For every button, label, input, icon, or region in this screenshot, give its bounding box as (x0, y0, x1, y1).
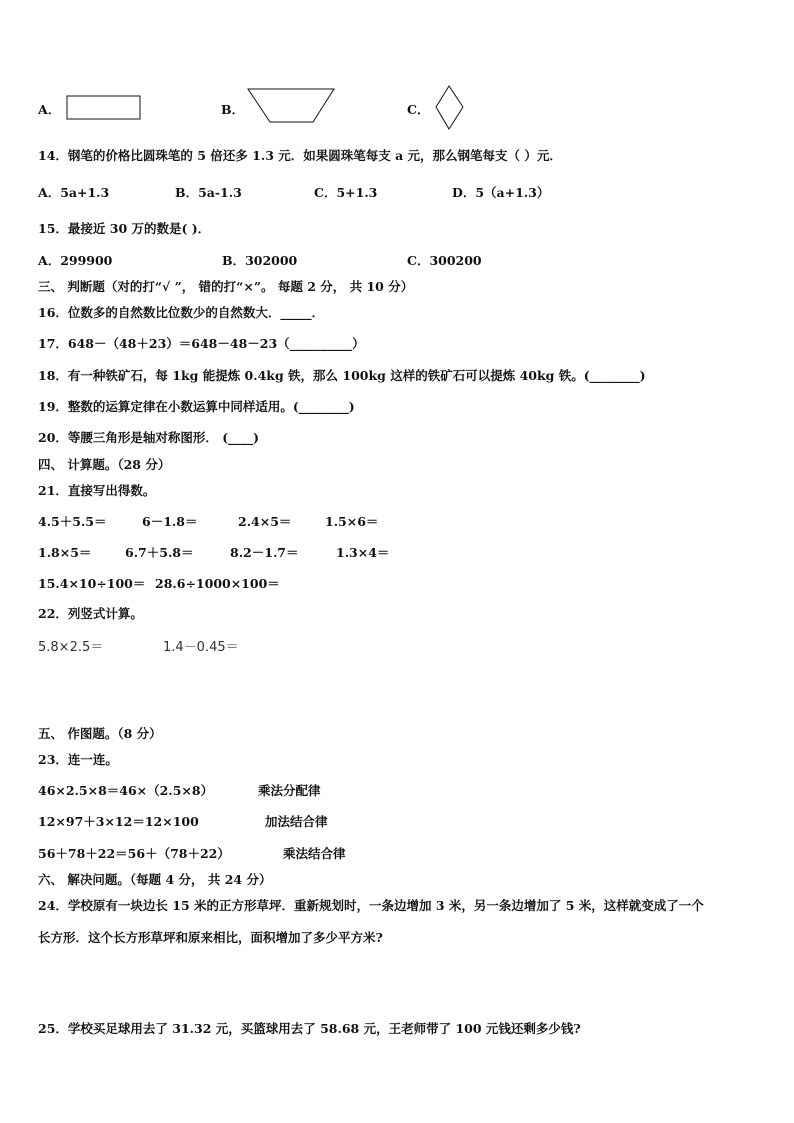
q16: 16．位数多的自然数比位数少的自然数大．_____． (38, 305, 325, 320)
q20: 20．等腰三角形是轴对称图形． (____) (38, 430, 260, 445)
q23-left-item: 12×97＋3×12＝12×100 (38, 814, 199, 829)
q14-option-a: A．5a+1.3 (38, 185, 110, 200)
q22-item: 1.4－0.45＝ (163, 640, 239, 655)
section-4-heading: 四、 计算题。（28 分） (38, 457, 171, 472)
q21-item: 2.4×5＝ (238, 514, 292, 529)
q21-item: 6－1.8＝ (142, 514, 198, 529)
q23-right-item: 乘法结合律 (283, 846, 346, 861)
q21-item: 4.5＋5.5＝ (38, 514, 107, 529)
q18: 18．有一种铁矿石，每 1kg 能提炼 0.4kg 铁，那么 100kg 这样的铁矿石可以提炼 40kg 铁。(________) (38, 368, 646, 383)
section-5-heading: 五、 作图题。（8 分） (38, 726, 162, 741)
q19: 19．整数的运算定律在小数运算中同样适用。(________) (38, 399, 355, 414)
q14-stem: 14．钢笔的价格比圆珠笔的 5 倍还多 1.3 元．如果圆珠笔每支 a 元，那么钢笔每支（ ）元． (38, 148, 562, 163)
q13-option-c-label: C． (407, 102, 430, 117)
rectangle-icon (66, 95, 142, 121)
q21-item: 15.4×10÷100＝ (38, 576, 146, 591)
q21-item: 6.7＋5.8＝ (125, 545, 194, 560)
rhombus-icon (435, 85, 465, 131)
q17: 17．648－（48＋23）＝648－48－23（__________） (38, 336, 365, 351)
q13-option-a-label: A． (38, 102, 61, 117)
q23-left-item: 56＋78＋22＝56＋（78＋22） (38, 846, 230, 861)
q14-option-b: B．5a-1.3 (175, 185, 242, 200)
trapezoid-icon (246, 88, 338, 124)
q21-item: 1.3×4＝ (336, 545, 390, 560)
q23-left-item: 46×2.5×8＝46×（2.5×8） (38, 783, 214, 798)
q14-option-d: D．5（a+1.3） (452, 185, 550, 200)
q21-stem: 21．直接写出得数。 (38, 483, 156, 498)
q15-option-b: B．302000 (222, 253, 298, 268)
q15-option-c: C．300200 (407, 253, 482, 268)
q14-option-c: C．5+1.3 (314, 185, 378, 200)
q23-right-item: 乘法分配律 (258, 783, 321, 798)
q23-stem: 23．连一连。 (38, 752, 118, 767)
q22-item: 5.8×2.5＝ (38, 640, 104, 655)
q21-item: 1.8×5＝ (38, 545, 92, 560)
q25: 25．学校买足球用去了 31.32 元，买篮球用去了 58.68 元，王老师带了 100 元钱还剩多少钱? (38, 1021, 581, 1036)
q23-right-item: 加法结合律 (265, 814, 328, 829)
q21-item: 8.2－1.7＝ (230, 545, 299, 560)
q15-option-a: A．299900 (38, 253, 113, 268)
q21-item: 28.6÷1000×100＝ (155, 576, 280, 591)
q21-item: 1.5×6＝ (325, 514, 379, 529)
q24-line-2: 长方形．这个长方形草坪和原来相比，面积增加了多少平方米? (38, 930, 383, 945)
section-3-heading: 三、 判断题（对的打“√ ”， 错的打“×”。 每题 2 分， 共 10 分） (38, 279, 414, 294)
q22-stem: 22．列竖式计算。 (38, 606, 143, 621)
section-6-heading: 六、 解决问题。（每题 4 分， 共 24 分） (38, 872, 272, 887)
q24-line-1: 24．学校原有一块边长 15 米的正方形草坪．重新规划时，一条边增加 3 米，另一条边增加了 5 米，这样就变成了一个 (38, 898, 704, 913)
q15-stem: 15．最接近 30 万的数是( )． (38, 221, 211, 236)
q13-option-b-label: B． (221, 102, 245, 117)
